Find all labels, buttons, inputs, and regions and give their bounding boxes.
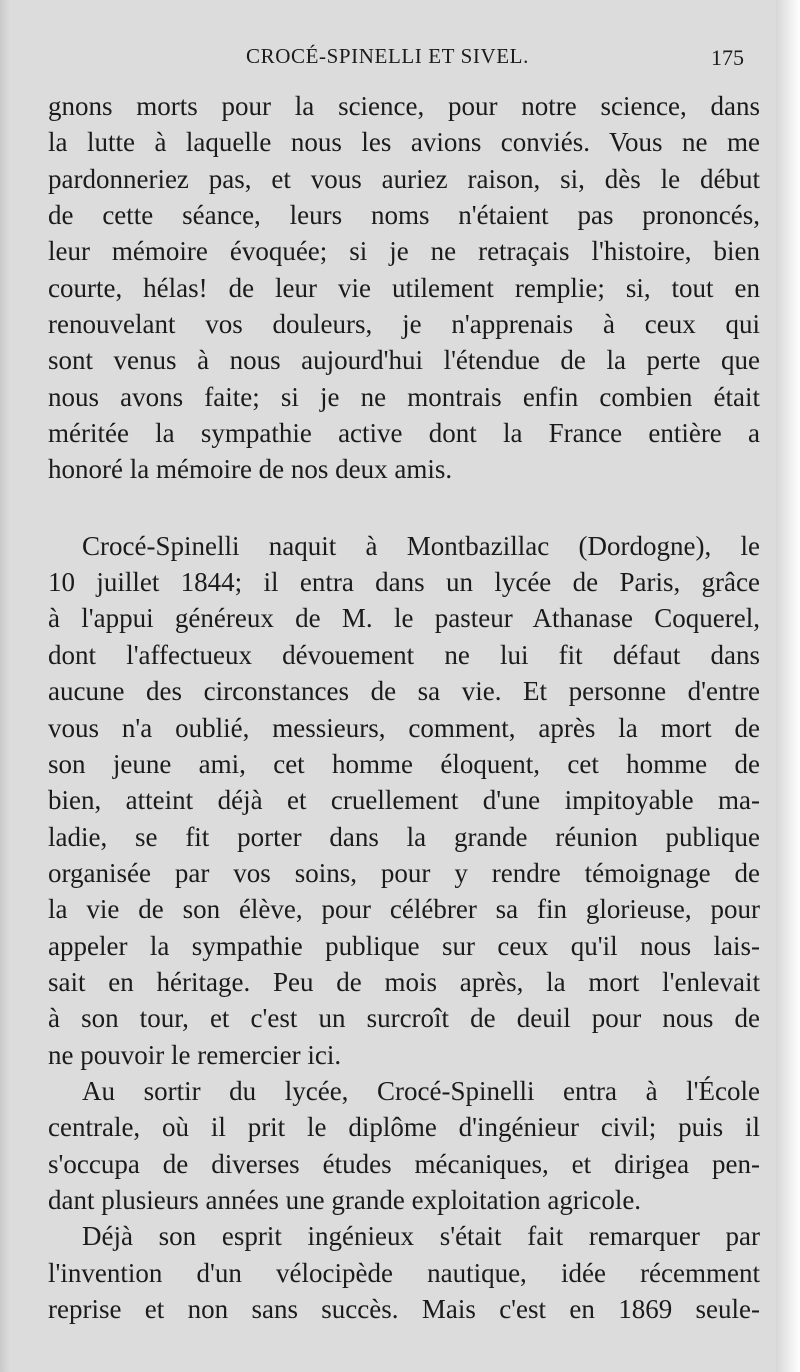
text-line: son jeune ami, cet homme éloquent, cet homme de — [48, 748, 760, 779]
text-line: courte, hélas! de leur vie utilement remplie; si, tout en — [48, 272, 760, 303]
paragraph-3 — [48, 1073, 760, 1218]
text-line: Crocé-Spinelli naquit à Montbazillac (Dordogne), le — [82, 530, 760, 561]
text-line: la vie de son élève, pour célébrer sa fin glorieuse, pour — [48, 894, 760, 925]
text-line: bien, atteint déjà et cruellement d'une impitoyable ma- — [48, 785, 760, 816]
text-line: pardonneriez pas, et vous auriez raison, si, dès le début — [48, 163, 760, 194]
text-line: honoré la mémoire de nos deux amis. — [48, 454, 453, 485]
text-line: s'occupa de diverses études mécaniques, et dirigea pen- — [48, 1148, 760, 1179]
paragraph-4 — [48, 1218, 760, 1327]
text-line: ne pouvoir le remercier ici. — [48, 1039, 342, 1070]
text-line: à l'appui généreux de M. le pasteur Athanase Coquerel, — [48, 603, 760, 634]
page-number: 175 — [711, 45, 744, 70]
text-line: à son tour, et c'est un surcroît de deuil pour nous de — [48, 1003, 760, 1034]
text-line: dant plusieurs années une grande exploitation agricole. — [48, 1184, 642, 1215]
text-line: dont l'affectueux dévouement ne lui fit défaut dans — [48, 639, 760, 670]
text-line: Au sortir du lycée, Crocé-Spinelli entra à l'École — [82, 1075, 760, 1106]
text-line: sait en héritage. Peu de mois après, la mort l'enlevait — [48, 966, 760, 997]
text-line: sont venus à nous aujourd'hui l'étendue de la perte que — [48, 345, 760, 376]
text-line: la lutte à laquelle nous les avions conviés. Vous ne me — [48, 127, 760, 158]
paragraph-1 — [48, 88, 760, 488]
text-line: 10 juillet 1844; il entra dans un lycée de Paris, grâce — [48, 567, 760, 598]
page-header — [48, 44, 748, 80]
text-line: appeler la sympathie publique sur ceux qu'il nous lais- — [48, 930, 760, 961]
paragraph-2 — [48, 528, 760, 1073]
gutter-shadow — [0, 0, 10, 1372]
paragraph-gap — [48, 488, 760, 528]
text-line: nous avons faite; si je ne montrais enfin combien était — [48, 381, 760, 412]
text-line: aucune des circonstances de sa vie. Et personne d'entre — [48, 676, 760, 707]
text-line: ladie, se fit porter dans la grande réunion publique — [48, 821, 760, 852]
text-line: Déjà son esprit ingénieux s'était fait remarquer par — [82, 1221, 760, 1252]
text-line: l'invention d'un vélocipède nautique, idée récemment — [48, 1257, 760, 1288]
text-line: centrale, où il prit le diplôme d'ingénieur civil; puis il — [48, 1112, 760, 1143]
body-text — [48, 88, 760, 1327]
text-line: méritée la sympathie active dont la France entière a — [48, 418, 760, 449]
text-line: organisée par vos soins, pour y rendre témoignage de — [48, 857, 760, 888]
text-line: vous n'a oublié, messieurs, comment, après la mort de — [48, 712, 760, 743]
text-line: leur mémoire évoquée; si je ne retraçais l'histoire, bien — [48, 236, 760, 267]
text-line: reprise et non sans succès. Mais c'est en 1869 seule- — [48, 1294, 760, 1324]
text-line: de cette séance, leurs noms n'étaient pas prononcés, — [48, 200, 760, 231]
text-line: renouvelant vos douleurs, je n'apprenais à ceux qui — [48, 309, 760, 340]
text-line: gnons morts pour la science, pour notre science, dans — [48, 91, 760, 121]
running-head: CROCÉ-SPINELLI ET SIVEL. — [246, 44, 529, 68]
page-edge — [776, 0, 800, 1372]
